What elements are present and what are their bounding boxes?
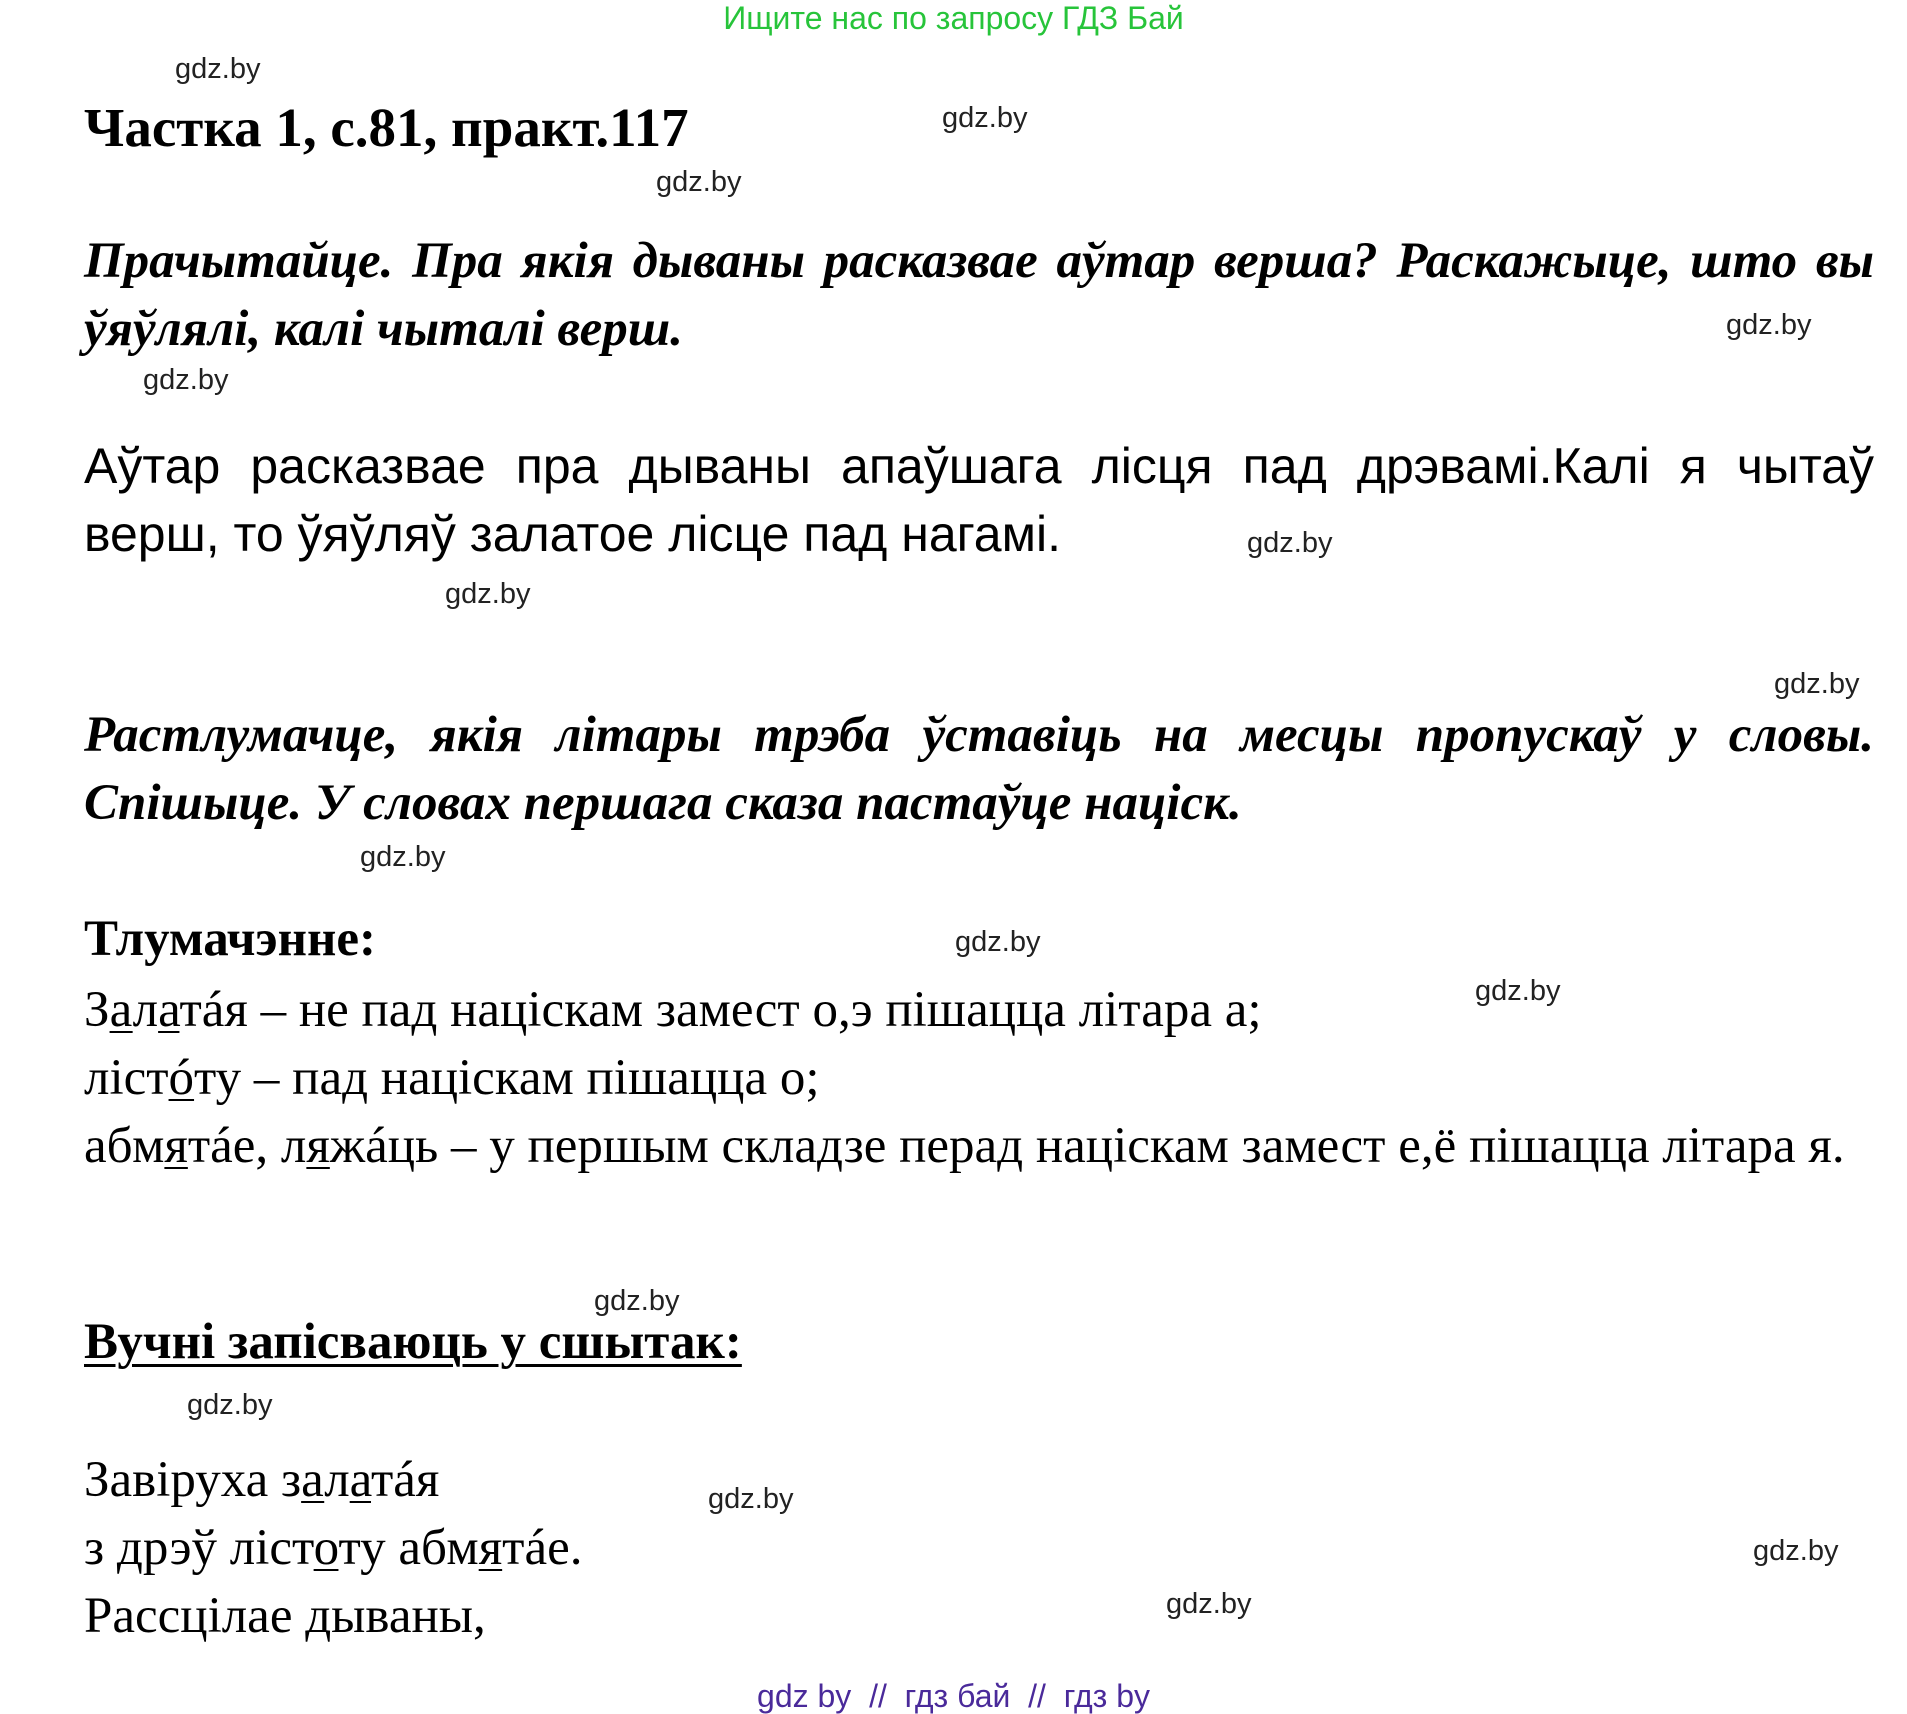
watermark: gdz.by xyxy=(1475,975,1561,1007)
poem-line xyxy=(84,1446,582,1514)
underlined-letter: я xyxy=(164,1118,188,1174)
text-segment: ліст xyxy=(84,1050,169,1106)
watermark: gdz.by xyxy=(175,53,261,85)
text-segment: жáць – у першым складзе перад націскам замест е,ё пішацца літара я. xyxy=(329,1118,1845,1174)
text-segment: Завіруха з xyxy=(84,1452,302,1508)
answer-1: Аўтар расказвае пра дываны апаўшага лісця пад дрэвамі.Калі я чытаў верш, то ўяўляў залатое лісце пад нагамі. xyxy=(84,438,1874,562)
task-2: Растлумачце, якія літары трэба ўставіць на месцы пропускаў у словы. Спішыце. У словах першага сказа пастаўце націск. xyxy=(84,707,1874,831)
underlined-letter: я xyxy=(306,1118,330,1174)
watermark: gdz.by xyxy=(594,1285,680,1317)
text-segment: тáя xyxy=(371,1452,440,1508)
underlined-letter: а xyxy=(301,1452,325,1508)
underlined-letter: а xyxy=(158,982,180,1038)
top-banner: Ищите нас по запросу ГДЗ Бай xyxy=(723,0,1184,36)
underlined-letter: а xyxy=(109,982,133,1038)
watermark: gdz.by xyxy=(187,1389,273,1421)
underlined-letter: ó xyxy=(168,1050,195,1106)
explanation-line xyxy=(84,976,1874,1044)
text-segment: тáе. xyxy=(502,1520,583,1576)
watermark: gdz.by xyxy=(1166,1588,1252,1620)
task-1: Прачытайце. Пра якія дываны расказвае аўтар верша? Раскажыце, што вы ўяўлялі, калі чыталі верш. xyxy=(84,233,1874,357)
underlined-letter: я xyxy=(478,1520,503,1576)
text-segment: ту – пад націскам пішацца о; xyxy=(194,1050,820,1106)
text-segment: ту абм xyxy=(338,1520,479,1576)
explanation-line xyxy=(84,1044,1874,1112)
text-segment: абм xyxy=(84,1118,165,1174)
notebook-poem xyxy=(84,1446,582,1650)
watermark: gdz.by xyxy=(1247,527,1333,559)
underlined-letter: о xyxy=(313,1520,339,1576)
underlined-letter: а xyxy=(349,1452,371,1508)
watermark: gdz.by xyxy=(1753,1535,1839,1567)
poem-line xyxy=(84,1514,582,1582)
text-segment: З xyxy=(84,982,110,1038)
watermark: gdz.by xyxy=(143,364,229,396)
text-segment: л xyxy=(324,1452,350,1508)
explanation-line xyxy=(84,1112,1874,1180)
page-title: Частка 1, с.81, практ.117 xyxy=(84,97,689,158)
watermark: gdz.by xyxy=(1726,309,1812,341)
watermark: gdz.by xyxy=(360,841,446,873)
watermark: gdz.by xyxy=(955,926,1041,958)
text-segment: з дрэў ліст xyxy=(84,1520,314,1576)
watermark: gdz.by xyxy=(656,166,742,198)
watermark: gdz.by xyxy=(1774,668,1860,700)
watermark: gdz.by xyxy=(708,1483,794,1515)
watermark: gdz.by xyxy=(445,578,531,610)
text-segment: л xyxy=(132,982,159,1038)
explanation-heading: Тлумачэнне: xyxy=(84,911,376,967)
footer-links: gdz by // гдз бай // гдз by xyxy=(757,1678,1150,1714)
notebook-heading: Вучні запісваюць у сшытак: xyxy=(84,1314,742,1370)
text-segment: тáя – не пад націскам замест о,э пішацца літара а; xyxy=(179,982,1262,1038)
poem-line: Рассцілае дываны, xyxy=(84,1588,486,1644)
watermark: gdz.by xyxy=(942,102,1028,134)
text-segment: тáе, л xyxy=(187,1118,307,1174)
explanation-body xyxy=(84,976,1874,1180)
